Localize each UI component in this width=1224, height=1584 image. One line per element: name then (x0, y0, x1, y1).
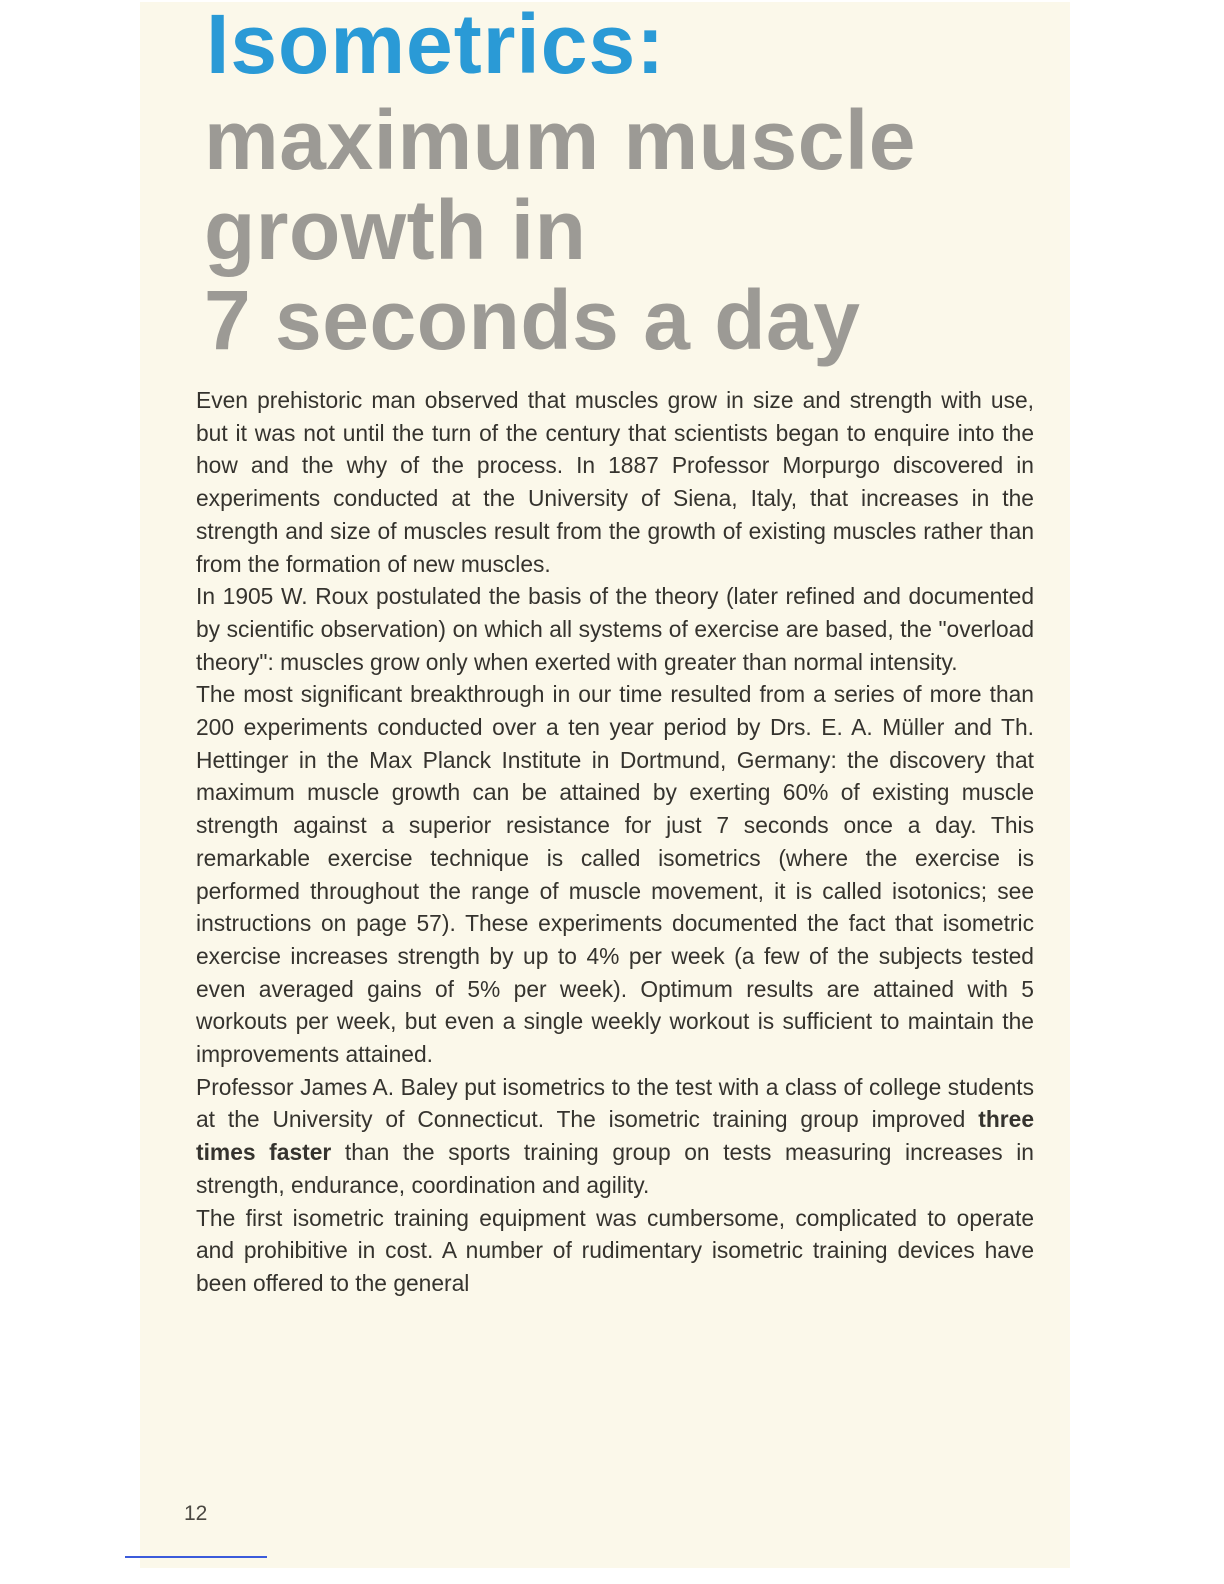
article-body (196, 384, 1034, 1300)
page-number: 12 (184, 1502, 208, 1525)
title-line-2: maximum muscle (204, 93, 916, 187)
paragraph-1: Even prehistoric man observed that muscles grow in size and strength with use, but it was not until the turn of the century that scientists began to enquire into the how and the why of the process. In 1887 Professor Morpurgo discovered in experiments conducted at the University of Siena, Italy, that increases in the strength and size of muscles result from the growth of existing muscles rather than from the formation of new muscles. (196, 387, 1034, 577)
link-underline[interactable] (125, 1556, 267, 1558)
title-line-3: growth in (204, 183, 587, 277)
paragraph-3: The most significant breakthrough in our time resulted from a series of more than 200 experiments conducted over a ten year period by Drs. E. A. Müller and Th. Hettinger in the Max Planck Institute in Dortmund, Germany: the discovery that maximum muscle growth can be attained by exerting 60% of existing muscle strength against a superior resistance for just 7 seconds once a day. This remarkable exercise technique is called isometrics (where the exercise is performed throughout the range of muscle movement, it is called isotonics; see instructions on page 57). These experiments documented the fact that isometric exercise increases strength by up to 4% per week (a few of the subjects tested even averaged gains of 5% per week). Optimum results are attained with 5 workouts per week, but even a single weekly workout is sufficient to maintain the improvements attained. (196, 681, 1034, 1068)
paragraph-2: In 1905 W. Roux postulated the basis of the theory (later refined and documented by scientific observation) on which all systems of exercise are based, the "overload theory": muscles grow only when exerted with greater than normal intensity. (196, 583, 1034, 675)
book-page (140, 2, 1070, 1568)
paragraph-4-start: Professor James A. Baley put isometrics to the test with a class of college students at the University of Connecticut. The isometric training group improved (196, 1073, 1034, 1133)
paragraph-4-end: than the sports training group on tests measuring increases in strength, endurance, coordination and agility. (196, 1139, 1034, 1198)
emphasis-three-times-faster: three times faster (196, 1106, 1034, 1166)
paragraph-4 (196, 1071, 1034, 1202)
title-isometrics: Isometrics: (206, 2, 666, 91)
paragraph-5: The first isometric training equipment was cumbersome, complicated to operate and prohibitive in cost. A number of rudimentary isometric training devices have been offered to the general (196, 1204, 1034, 1296)
title-line-4: 7 seconds a day (204, 273, 861, 367)
